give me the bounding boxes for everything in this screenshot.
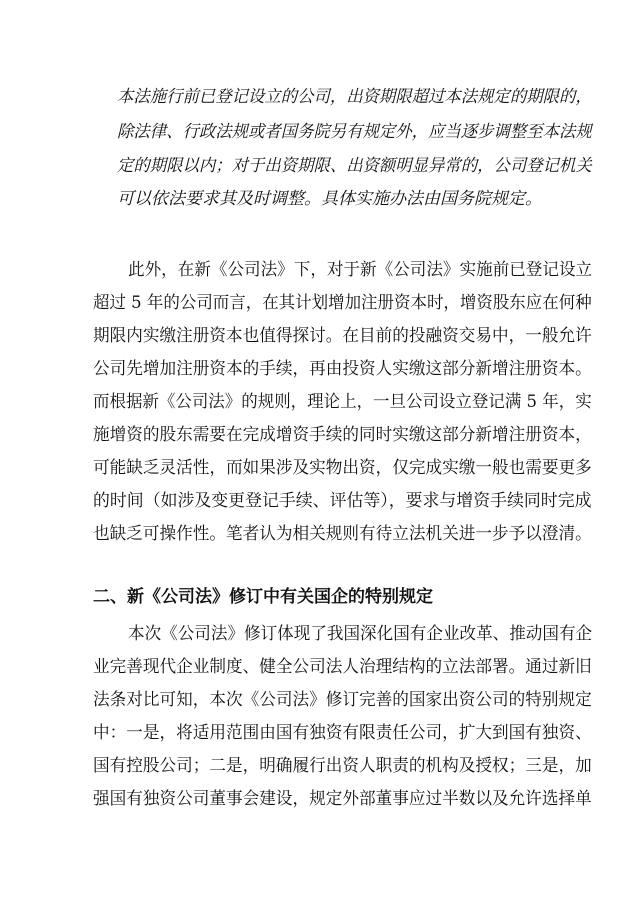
quote-line: 可以依法要求其及时调整。具体实施办法由国务院规定。 xyxy=(117,189,542,209)
paragraph-line: 国有控股公司；二是，明确履行出资人职责的机构及授权；三是，加 xyxy=(93,756,592,776)
section-heading: 二、新《公司法》修订中有关国企的特别规定 xyxy=(93,587,433,607)
quote-line: 本法施行前已登记设立的公司，出资期限超过本法规定的期限的， xyxy=(117,87,592,107)
quote-line: 定的期限以内；对于出资期限、出资额明显异常的，公司登记机关 xyxy=(117,156,592,176)
paragraph-line: 可能缺乏灵活性，而如果涉及实物出资，仅完成实缴一般也需要更多 xyxy=(93,458,592,478)
paragraph-line: 施增资的股东需要在完成增资手续的同时实缴这部分新增注册资本， xyxy=(93,425,592,445)
paragraph-line: 而根据新《公司法》的规则，理论上，一旦公司设立登记满 5 年，实 xyxy=(93,392,592,412)
paragraph-line: 此外，在新《公司法》下，对于新《公司法》实施前已登记设立 xyxy=(128,260,593,280)
paragraph-line: 中：一是，将适用范围由国有独资有限责任公司，扩大到国有独资、 xyxy=(93,723,592,743)
quote-line: 除法律、行政法规或者国务院另有规定外，应当逐步调整至本法规 xyxy=(117,122,592,142)
paragraph-line: 公司先增加注册资本的手续，再由投资人实缴这部分新增注册资本。 xyxy=(93,359,592,379)
paragraph-line: 超过 5 年的公司而言，在其计划增加注册资本时，增资股东应在何种 xyxy=(93,293,592,313)
paragraph-line: 业完善现代企业制度、健全公司法人治理结构的立法部署。通过新旧 xyxy=(93,657,592,677)
paragraph-line: 也缺乏可操作性。笔者认为相关规则有待立法机关进一步予以澄清。 xyxy=(93,524,592,544)
paragraph-line: 法条对比可知，本次《公司法》修订完善的国家出资公司的特别规定 xyxy=(93,690,592,710)
paragraph-line: 期限内实缴注册资本也值得探讨。在目前的投融资交易中，一般允许 xyxy=(93,326,592,346)
paragraph-line: 强国有独资公司董事会建设，规定外部董事应过半数以及允许选择单 xyxy=(93,789,592,809)
paragraph-line: 本次《公司法》修订体现了我国深化国有企业改革、推动国有企 xyxy=(128,624,593,644)
paragraph-line: 的时间（如涉及变更登记手续、评估等），要求与增资手续同时完成 xyxy=(93,491,592,511)
